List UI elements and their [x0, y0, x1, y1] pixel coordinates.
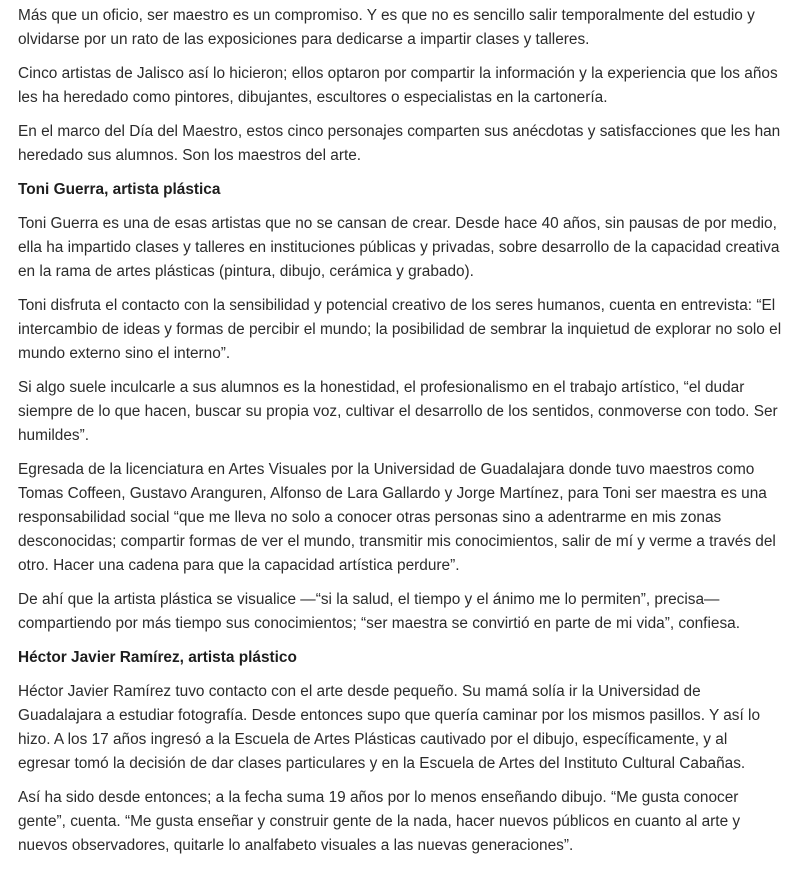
- toni-paragraph-5: De ahí que la artista plástica se visualice —“si la salud, el tiempo y el ánimo me lo permiten”, precisa— compartiendo por más tiempo sus conocimientos; “ser maestra se convirtió en parte de mi vida”, confiesa.: [18, 591, 740, 632]
- article-body: [18, 4, 782, 868]
- intro-paragraph-3: En el marco del Día del Maestro, estos cinco personajes comparten sus anécdotas y satisfacciones que les han heredado sus alumnos. Son los maestros del arte.: [18, 123, 781, 164]
- toni-paragraph-2: Toni disfruta el contacto con la sensibilidad y potencial creativo de los seres humanos, cuenta en entrevista: “El intercambio de ideas y formas de percibir el mundo; la posibilidad de sembrar la inquietud de explorar no solo el mundo externo sino el interno”.: [18, 297, 782, 362]
- toni-paragraph-3: Si algo suele inculcarle a sus alumnos es la honestidad, el profesionalismo en el trabajo artístico, “el dudar siempre de lo que hacen, buscar su propia voz, cultivar el desarrollo de los sentidos, conmoverse con todo. Ser humildes”.: [18, 379, 778, 444]
- section-heading-toni-guerra: Toni Guerra, artista plástica: [18, 181, 221, 198]
- intro-paragraph-2: Cinco artistas de Jalisco así lo hicieron; ellos optaron por compartir la información y la experiencia que los años les ha heredado como pintores, dibujantes, escultores o especialistas en la cartonería.: [18, 65, 778, 106]
- hector-paragraph-2: Así ha sido desde entonces; a la fecha suma 19 años por lo menos enseñando dibujo. “Me gusta conocer gente”, cuenta. “Me gusta enseñar y construir gente de la nada, hacer nuevos públicos en cuanto al arte y nuevos observadores, quitarle lo analfabeto visuales a las nuevas generaciones”.: [18, 789, 741, 854]
- toni-paragraph-4: Egresada de la licenciatura en Artes Visuales por la Universidad de Guadalajara donde tuvo maestros como Tomas Coffeen, Gustavo Aranguren, Alfonso de Lara Gallardo y Jorge Martínez, para Toni ser maestra es una responsabilidad social “que me lleva no solo a conocer otras personas sino a adentrarme en mis zonas desconocidas; compartir formas de ver el mundo, transmitir mis conocimientos, salir de mí y verme a través del otro. Hacer una cadena para que la capacidad artística perdure”.: [18, 461, 776, 574]
- toni-paragraph-1: Toni Guerra es una de esas artistas que no se cansan de crear. Desde hace 40 años, sin pausas de por medio, ella ha impartido clases y talleres en instituciones públicas y privadas, sobre desarrollo de la capacidad creativa en la rama de artes plásticas (pintura, dibujo, cerámica y grabado).: [18, 215, 780, 280]
- hector-paragraph-1: Héctor Javier Ramírez tuvo contacto con el arte desde pequeño. Su mamá solía ir la Universidad de Guadalajara a estudiar fotografía. Desde entonces supo que quería caminar por los mismos pasillos. Y así lo hizo. A los 17 años ingresó a la Escuela de Artes Plásticas cautivado por el dibujo, específicamente, y al egresar tomó la decisión de dar clases particulares y en la Escuela de Artes del Instituto Cultural Cabañas.: [18, 683, 761, 772]
- section-heading-hector-ramirez: Héctor Javier Ramírez, artista plástico: [18, 649, 297, 666]
- intro-paragraph-1: Más que un oficio, ser maestro es un compromiso. Y es que no es sencillo salir temporalmente del estudio y olvidarse por un rato de las exposiciones para dedicarse a impartir clases y talleres.: [18, 7, 755, 48]
